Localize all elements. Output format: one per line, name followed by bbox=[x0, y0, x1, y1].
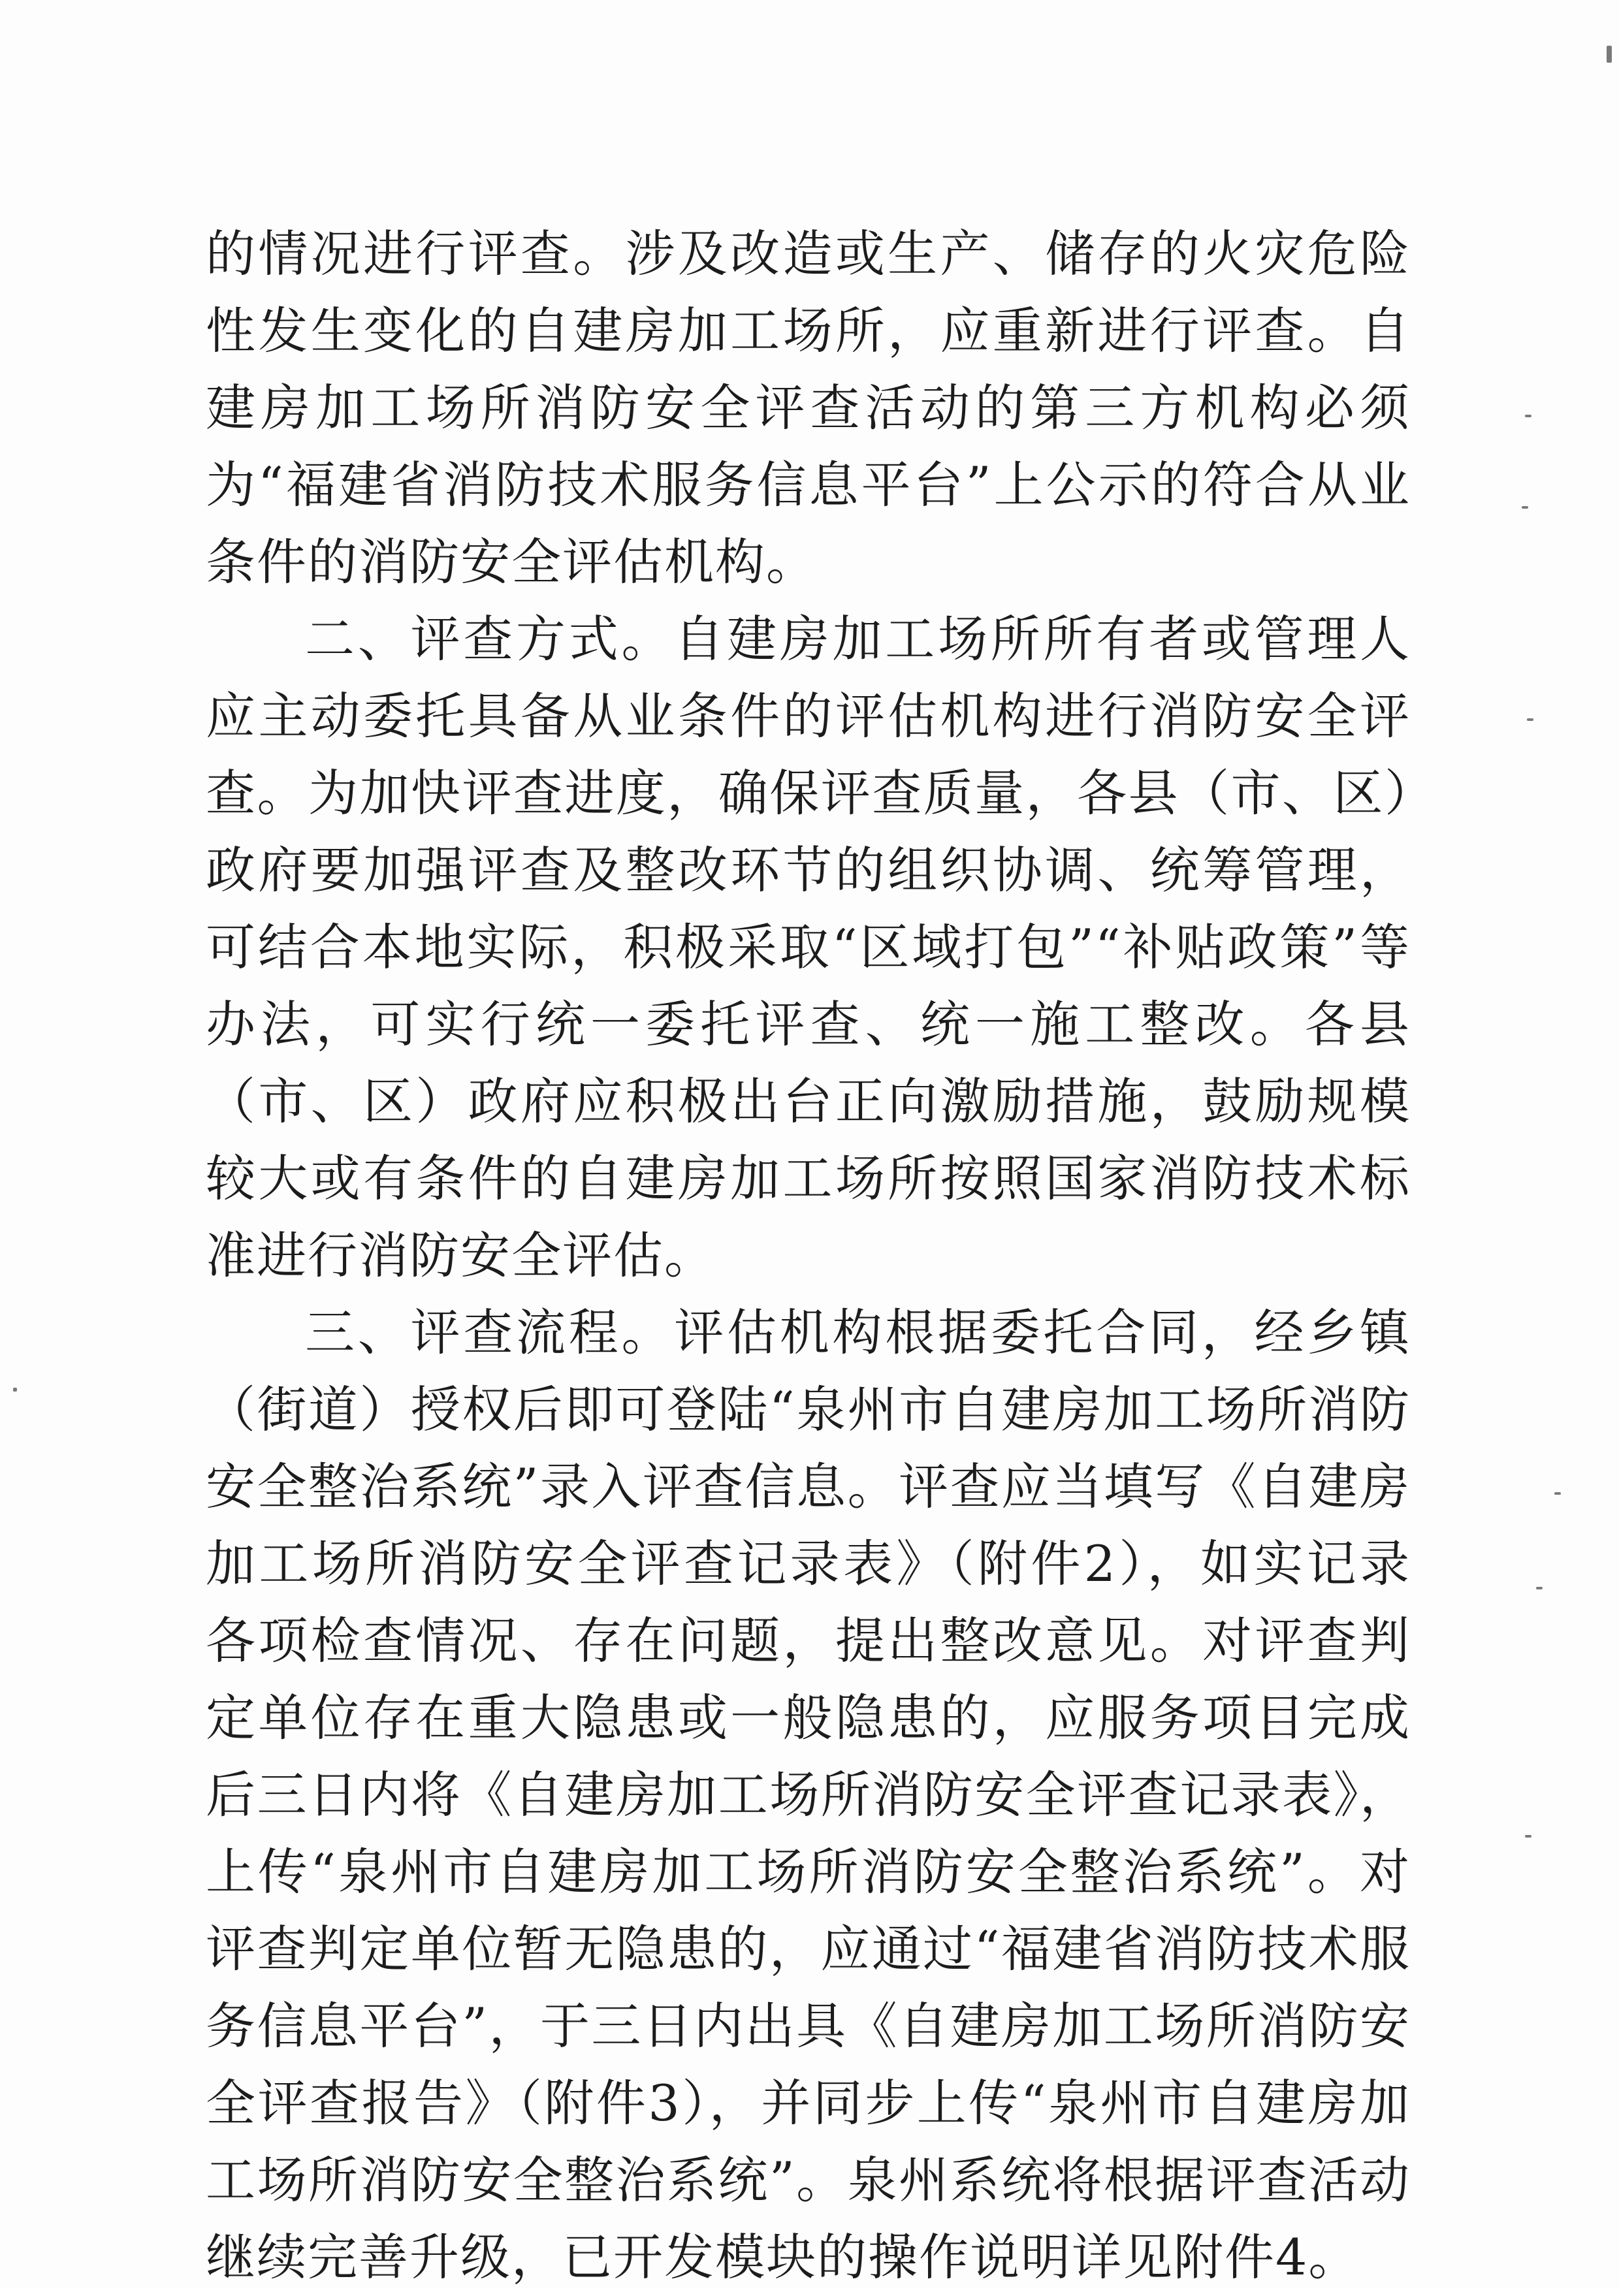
scan-speck bbox=[1607, 46, 1612, 63]
scan-speck bbox=[1525, 1835, 1531, 1838]
scan-speck bbox=[1522, 506, 1528, 509]
paragraph-assessment-process: 三、评查流程。评估机构根据委托合同，经乡镇（街道）授权后即可登陆“泉州市自建房加工场所消防安全整治系统”录入评查信息。评查应当填写《自建房加工场所消防安全评查记录表》（附件2），如实记录各项检查情况、存在问题，提出整改意见。对评查判定单位存在重大隐患或一般隐患的，应服务项目完成后三日内将《自建房加工场所消防安全评查记录表》，上传“泉州市自建房加工场所消防安全整治系统”。对评查判定单位暂无隐患的，应通过“福建省消防技术服务信息平台”，于三日内出具《自建房加工场所消防安全评查报告》（附件3），并同步上传“泉州市自建房加工场所消防安全整治系统”。泉州系统将根据评查活动继续完善升级，已开发模块的操作说明详见附件4。 bbox=[206, 1303, 1411, 2286]
scan-speck bbox=[13, 1388, 17, 1392]
scan-speck bbox=[1554, 1492, 1561, 1495]
document-body bbox=[206, 215, 1411, 2296]
scan-speck bbox=[1525, 415, 1531, 417]
paragraph-assessment-method: 二、评查方式。自建房加工场所所有者或管理人应主动委托具备从业条件的评估机构进行消防安全评查。为加快评查进度，确保评查质量，各县（市、区）政府要加强评查及整改环节的组织协调、统筹管理，可结合本地实际，积极采取“区域打包”“补贴政策”等办法，可实行统一委托评查、统一施工整改。各县（市、区）政府应积极出台正向激励措施，鼓励规模较大或有条件的自建房加工场所按照国家消防技术标准进行消防安全评估。 bbox=[206, 610, 1411, 1284]
scan-speck bbox=[1527, 718, 1533, 721]
scan-speck bbox=[1536, 1587, 1543, 1589]
paragraph-continuation: 的情况进行评查。涉及改造或生产、储存的火灾危险性发生变化的自建房加工场所，应重新进行评查。自建房加工场所消防安全评查活动的第三方机构必须为“福建省消防技术服务信息平台”上公示的符合从业条件的消防安全评估机构。 bbox=[206, 225, 1411, 591]
